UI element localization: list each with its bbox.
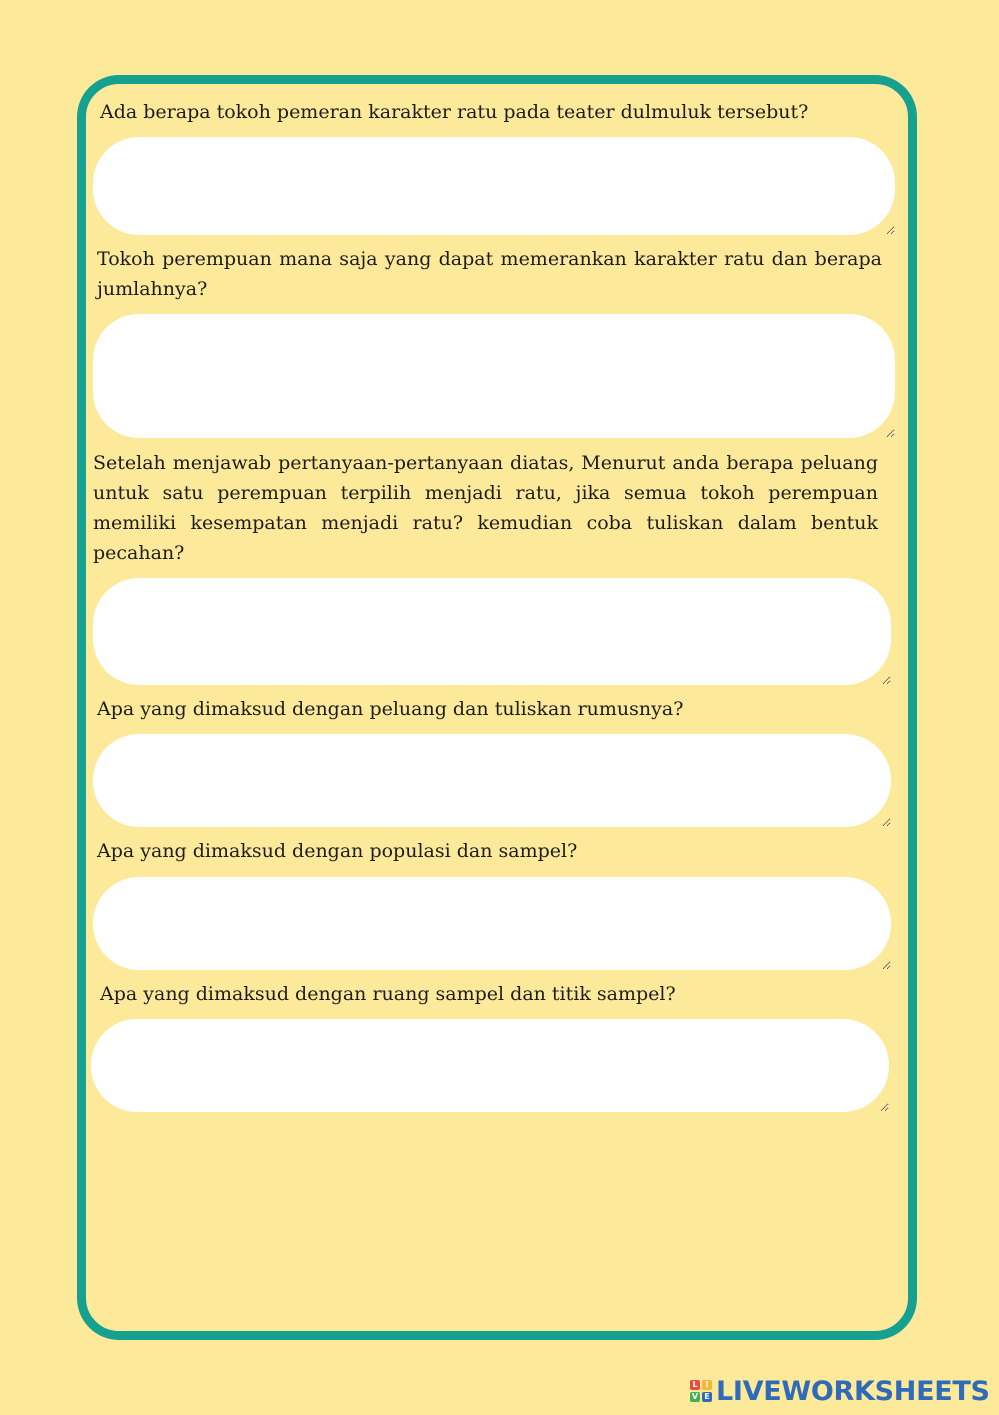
- logo-letter-l: L: [690, 1380, 700, 1390]
- question-1-text: Ada berapa tokoh pemeran karakter ratu pada teater dulmuluk tersebut?: [100, 101, 809, 123]
- logo-letter-v: V: [691, 1392, 699, 1401]
- question-2-text: Tokoh perempuan mana saja yang dapat memerankan karakter ratu dan berapa jumlahnya?: [97, 248, 882, 300]
- answer-2-input[interactable]: [93, 314, 895, 438]
- answer-1-input[interactable]: [93, 137, 895, 235]
- liveworksheets-logo-icon: [690, 1380, 712, 1402]
- question-3-text: Setelah menjawab pertanyaan-pertanyaan diatas, Menurut anda berapa peluang untuk satu perempuan terpilih menjadi ratu, jika semua tokoh perempuan memiliki kesempatan menjadi ratu? kemudian coba tuliskan dalam bentuk pecahan?: [93, 452, 878, 564]
- liveworksheets-branding: [690, 1375, 990, 1407]
- question-5-text: Apa yang dimaksud dengan populasi dan sampel?: [97, 840, 578, 862]
- logo-letter-i: I: [702, 1380, 712, 1390]
- question-4-text: Apa yang dimaksud dengan peluang dan tuliskan rumusnya?: [97, 698, 684, 720]
- answer-3-input[interactable]: [93, 578, 891, 685]
- answer-4-input[interactable]: [93, 734, 891, 827]
- answer-5-input[interactable]: [93, 877, 891, 970]
- liveworksheets-wordmark: LIVEWORKSHEETS: [716, 1375, 990, 1407]
- answer-6-input[interactable]: [91, 1019, 889, 1112]
- question-6-text: Apa yang dimaksud dengan ruang sampel dan titik sampel?: [100, 983, 676, 1005]
- logo-letter-e: E: [702, 1392, 712, 1402]
